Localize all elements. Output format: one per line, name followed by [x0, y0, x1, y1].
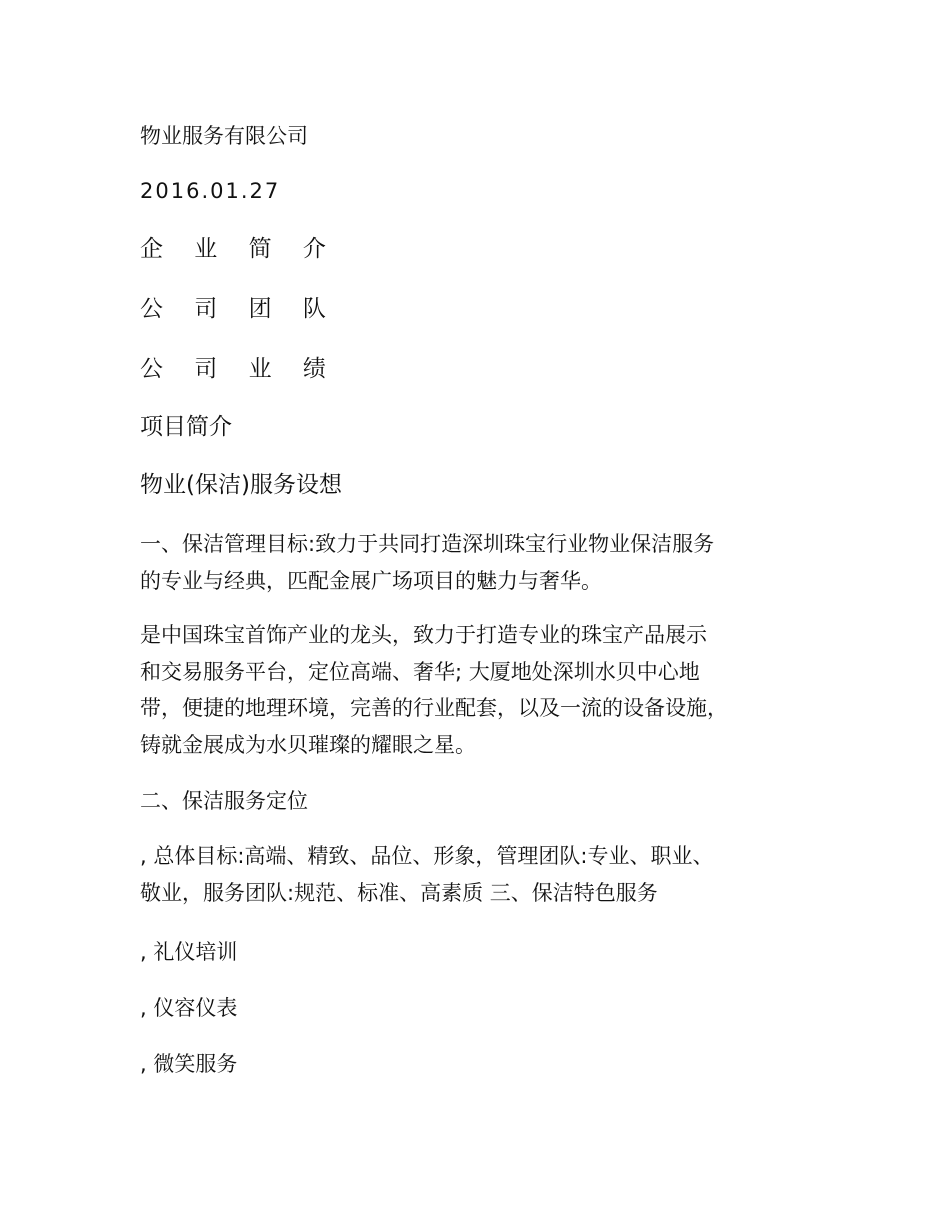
overall-goal-paragraph: [140, 838, 820, 911]
paragraph-line: 的专业与经典，匹配金展广场项目的魅力与奢华。: [140, 568, 602, 593]
paragraph-line: 是中国珠宝首饰产业的龙头，致力于打造专业的珠宝产品展示: [140, 623, 707, 647]
paragraph-line: 敬业，服务团队:规范、标准、高素质 三、保洁特色服务: [140, 880, 658, 905]
toc-item-company-team: 公 司 团 队: [140, 296, 338, 322]
paragraph-line: 铸就金展成为水贝璀璨的耀眼之星。: [140, 732, 476, 757]
paragraph-line: 一、保洁管理目标:致力于共同打造深圳珠宝行业物业保洁服务: [140, 532, 715, 556]
paragraph-line: 带，便捷的地理环境，完善的行业配套，以及一流的设备设施，: [140, 696, 728, 720]
document-date: 2016.01.27: [140, 179, 281, 203]
company-name: 物业服务有限公司: [140, 124, 308, 148]
bullet-smile-service: , 微笑服务: [140, 1052, 238, 1076]
service-positioning-heading: 二、保洁服务定位: [140, 789, 308, 813]
paragraph-line: , 总体目标:高端、精致、品位、形象，管理团队:专业、职业、: [140, 844, 714, 868]
toc-item-company-performance: 公 司 业 绩: [140, 356, 338, 382]
toc-item-company-intro: 企 业 简 介: [140, 236, 338, 262]
service-vision-heading: 物业(保洁)服务设想: [140, 472, 342, 498]
cleaning-goal-paragraph: [140, 526, 820, 599]
bullet-appearance: , 仪容仪表: [140, 996, 238, 1020]
company-intro-paragraph: [140, 617, 820, 763]
paragraph-line: 和交易服务平台，定位高端、奢华; 大厦地处深圳水贝中心地: [140, 659, 700, 684]
project-intro-heading: 项目简介: [140, 414, 232, 440]
bullet-etiquette-training: , 礼仪培训: [140, 940, 238, 964]
